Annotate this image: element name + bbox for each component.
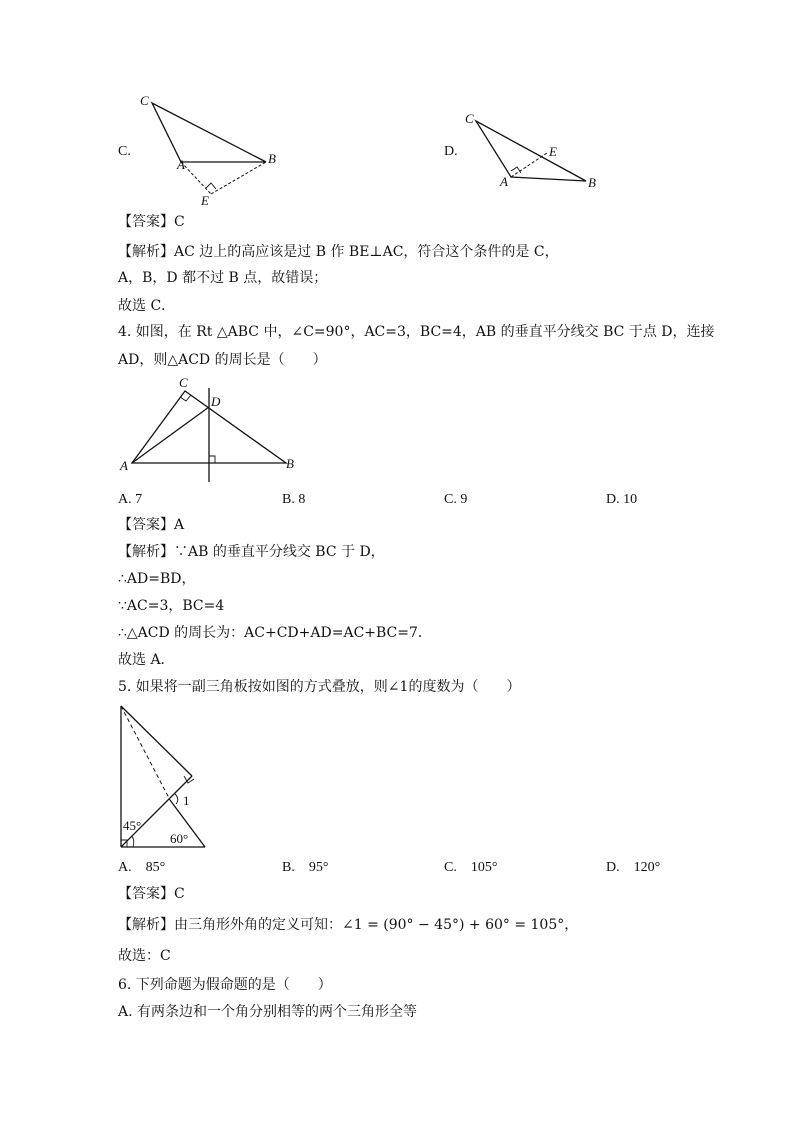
angle-45-label: 45° — [123, 818, 142, 833]
vertex-c: C — [465, 111, 474, 126]
q4-stem-line1: 4. 如图，在 Rt △ABC 中，∠C=90°，AC=3，BC=4，AB 的垂直平分线交 BC 于点 D，连接 — [118, 324, 715, 340]
vertex-a: A — [500, 174, 508, 189]
q4-option-c: C. 9 — [444, 492, 468, 507]
q5-conclusion: 故选：C — [118, 948, 171, 964]
figure-option-d — [460, 105, 610, 195]
vertex-a: A — [177, 157, 185, 172]
angle-1-label: 1 — [183, 793, 190, 808]
q6-option-a: A. 有两条边和一个角分别相等的两个三角形全等 — [118, 1004, 418, 1020]
angle-60-label: 60° — [170, 831, 189, 846]
q5-option-b: B. 95° — [282, 860, 329, 875]
vertex-a: A — [120, 458, 128, 473]
q5-option-a: A. 85° — [118, 860, 166, 875]
option-c-label: C. — [118, 144, 131, 159]
figure-option-c — [130, 90, 290, 210]
vertex-c: C — [179, 375, 188, 390]
q4-conclusion: 故选 A． — [118, 652, 175, 668]
q3-answer: 【答案】C — [118, 214, 185, 230]
figure-q4-triangle — [115, 375, 315, 490]
vertex-d: D — [211, 394, 221, 409]
q6-stem: 6. 下列命题为假命题的是（ ） — [118, 977, 332, 993]
q5-stem: 5. 如果将一副三角板按如图的方式叠放，则∠1的度数为（ ） — [118, 679, 521, 695]
vertex-e: E — [549, 144, 557, 159]
q4-analysis-line4: ∴△ACD 的周长为：AC+CD+AD=AC+BC=7． — [118, 625, 432, 641]
option-d-label: D. — [444, 144, 458, 159]
q4-analysis-line3: ∵AC=3，BC=4 — [118, 598, 225, 614]
q3-analysis-line1: 【解析】AC 边上的高应该是过 B 作 BE⊥AC，符合这个条件的是 C， — [118, 244, 559, 260]
q3-analysis-line2: A，B，D 都不过 B 点，故错误； — [118, 270, 328, 286]
q5-answer: 【答案】C — [118, 886, 185, 902]
q4-analysis-line2: ∴AD=BD， — [118, 571, 196, 587]
q4-analysis-line1: 【解析】∵AB 的垂直平分线交 BC 于 D， — [118, 544, 385, 560]
q5-option-d: D. 120° — [606, 860, 661, 875]
q4-option-a: A. 7 — [118, 492, 143, 507]
vertex-b: B — [588, 175, 596, 190]
vertex-c: C — [140, 93, 149, 108]
q5-option-c: C. 105° — [444, 860, 498, 875]
vertex-b: B — [268, 151, 276, 166]
q5-analysis: 【解析】由三角形外角的定义可知：∠1 = (90° − 45°) + 60° = 105°， — [118, 917, 579, 933]
vertex-e: E — [201, 193, 209, 208]
q4-stem-line2: AD，则△ACD 的周长是（ ） — [118, 352, 327, 368]
q4-answer: 【答案】A — [118, 517, 185, 533]
vertex-b: B — [286, 456, 294, 471]
figure-q5-triangles — [110, 700, 220, 855]
q4-option-d: D. 10 — [606, 492, 638, 507]
q4-option-b: B. 8 — [282, 492, 306, 507]
q3-conclusion: 故选 C． — [118, 298, 176, 314]
